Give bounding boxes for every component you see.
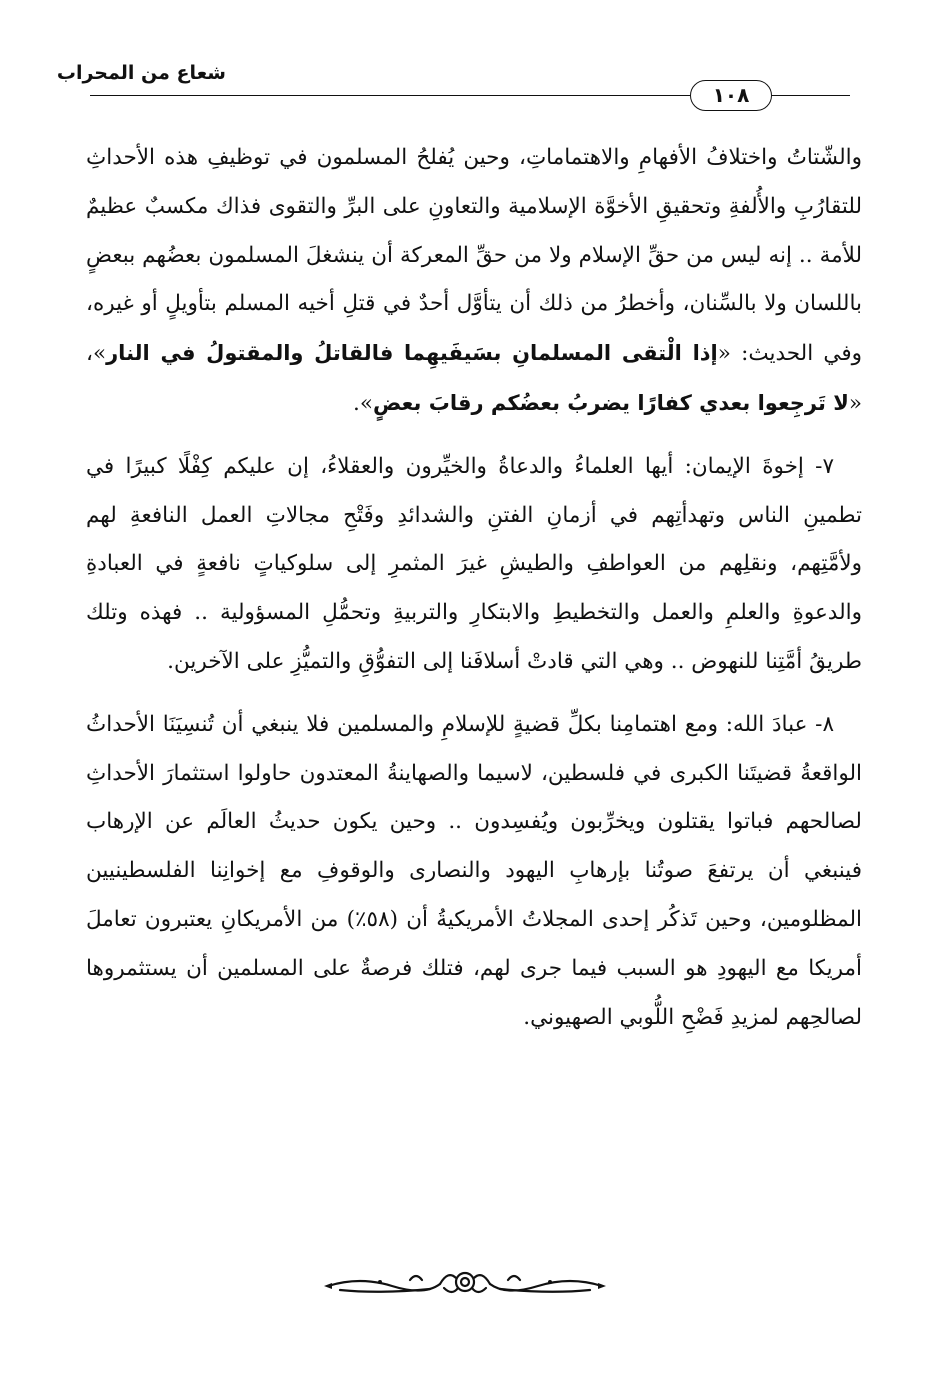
decorative-divider-icon — [320, 1264, 610, 1300]
page-body — [86, 134, 862, 1056]
book-title: شعاع من المحراب — [56, 62, 226, 84]
text-segment: ٨- عبادَ الله: ومع اهتمامِنا بكلِّ قضيةٍ للإسلامِ والمسلمين فلا ينبغي أن تُنسِيَنَا الأحداثُ الواقعةُ قضيتَنا الكبرى في فلسطين، لاسيما والصهاينةُ المعتدون حاولوا استثمارَ الأحداثِ لصالحهم فباتوا يقتلون ويخرِّبون ويُفسِدون .. وحين يكون حديثُ العالَم عن الإرهاب فينبغي أن يرتفعَ صوتُنا بإرهابِ اليهود والنصارى والوقوفِ مع إخوانِنا الفلسطينيين المظلومين، وحين تَذكُر إحدى المجلاتُ الأمريكيةُ أن (٥٨٪) من الأمريكانِ يعتبرون تعاملَ أمريكا مع اليهودِ هو السبب فيما جرى لهم، فتلك فرصةٌ على المسلمين أن يستثمروها لصالحِهم لمزيدِ فَضْحِ اللُّوبي الصهيوني. — [86, 711, 863, 1030]
text-segment: »، « — [86, 341, 862, 416]
paragraph-2 — [86, 443, 862, 687]
paragraph-3 — [86, 701, 862, 1043]
text-segment: ». — [353, 390, 374, 416]
page-number: ١٠٨ — [690, 80, 772, 111]
paragraph-1 — [86, 134, 862, 429]
header-rule-left — [90, 95, 690, 96]
hadith-quote-2: لا تَرجِعوا بعدي كفارًا يضربُ بعضُكم رقابَ بعضٍ — [373, 390, 849, 415]
text-segment: ٧- إخوةَ الإيمان: أيها العلماءُ والدعاةُ والخيِّرون والعقلاءُ، إن عليكم كِفْلًا كبيرًا في تطمينِ الناس وتهدأتِهم في أزمانِ الفتنِ والشدائدِ وفَتْحِ مجالاتِ العمل النافعةِ لهم ولأمَّتِهم، ونقلِهم من العواطفِ والطيشِ غيرَ المثمرِ إلى سلوكياتٍ نافعةٍ في العبادةِ والدعوةِ والعلمِ والعمل والتخطيطِ والابتكارِ والتربيةِ وتحمُّلِ المسؤولية .. فهذه وتلك طريقُ أمَّتِنا للنهوض .. وهي التي قادتْ أسلافَنا إلى التفوُّقِ والتميُّزِ على الآخرين. — [86, 453, 862, 674]
hadith-quote-1: إذا الْتقى المسلمانِ بسَيفَيهِما فالقاتلُ والمقتولُ في النار — [106, 341, 718, 366]
header-rule-right — [772, 95, 850, 96]
text-segment: والشّتاتُ واختلافُ الأفهامِ والاهتماماتِ، وحين يُفلحُ المسلمون في توظيفِ هذه الأحداثِ للتقارُبِ والأُلفةِ وتحقيقِ الأخوَّة الإسلامية والتعاونِ على البرِّ والتقوى فذاك مكسبٌ عظيمٌ للأمة .. إنه ليس من حقِّ الإسلام ولا من حقِّ المعركة أن ينشغلَ المسلمون بعضُهم ببعضٍ باللسان ولا بالسِّنان، وأخطرُ من ذلك أن يتأوَّل أحدٌ في قتلِ أخيه المسلم بتأويلٍ أو غيره، وفي الحديث: « — [86, 145, 863, 367]
